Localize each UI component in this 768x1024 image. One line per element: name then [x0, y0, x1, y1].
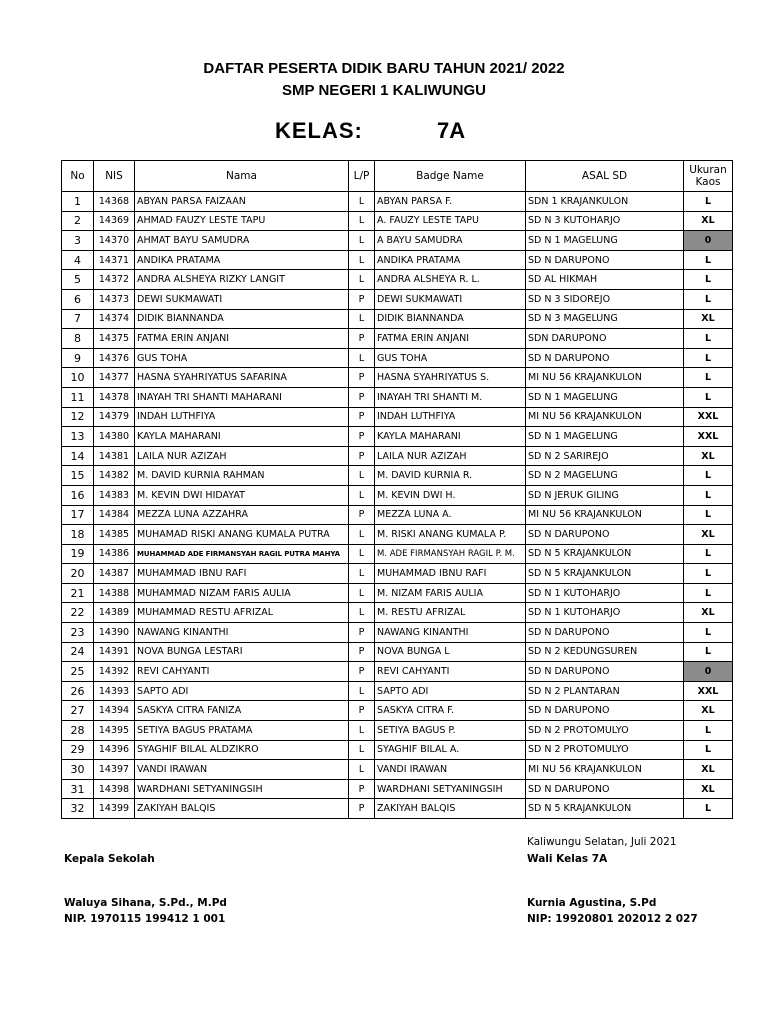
header-nis: NIS	[94, 161, 135, 192]
row-badge-name: FATMA ERIN ANJANI	[375, 329, 526, 349]
row-nis: 14397	[94, 760, 135, 780]
table-row	[62, 329, 733, 349]
row-badge-name: LAILA NUR AZIZAH	[375, 446, 526, 466]
row-nis: 14369	[94, 211, 135, 231]
row-badge-name: VANDI IRAWAN	[375, 760, 526, 780]
row-badge-name: NAWANG KINANTHI	[375, 623, 526, 643]
row-nama: VANDI IRAWAN	[135, 760, 349, 780]
table-row	[62, 211, 733, 231]
student-table	[61, 160, 733, 819]
row-nama: NOVA BUNGA LESTARI	[135, 642, 349, 662]
row-nis: 14376	[94, 348, 135, 368]
row-asal-sd: SD N 5 KRAJANKULON	[526, 544, 684, 564]
row-no: 13	[62, 427, 94, 447]
row-lp: P	[349, 799, 375, 819]
table-row	[62, 760, 733, 780]
table-row	[62, 642, 733, 662]
row-asal-sd: SD N DARUPONO	[526, 250, 684, 270]
row-lp: L	[349, 544, 375, 564]
row-nis: 14395	[94, 721, 135, 741]
row-ukuran-kaos: XXL	[684, 427, 733, 447]
row-ukuran-kaos: L	[684, 485, 733, 505]
row-ukuran-kaos: L	[684, 192, 733, 212]
class-label: KELAS:	[275, 118, 363, 143]
row-lp: L	[349, 250, 375, 270]
row-badge-name: ZAKIYAH BALQIS	[375, 799, 526, 819]
class-value: 7A	[437, 118, 466, 143]
row-asal-sd: SD AL HIKMAH	[526, 270, 684, 290]
row-lp: L	[349, 192, 375, 212]
row-nama: KAYLA MAHARANI	[135, 427, 349, 447]
table-row	[62, 348, 733, 368]
row-asal-sd: SD N 3 SIDOREJO	[526, 289, 684, 309]
row-no: 24	[62, 642, 94, 662]
row-nis: 14370	[94, 231, 135, 251]
table-row	[62, 270, 733, 290]
row-lp: L	[349, 583, 375, 603]
row-asal-sd: SD N 1 MAGELUNG	[526, 427, 684, 447]
row-lp: L	[349, 231, 375, 251]
row-no: 9	[62, 348, 94, 368]
row-nama: WARDHANI SETYANINGSIH	[135, 779, 349, 799]
row-lp: P	[349, 368, 375, 388]
row-no: 8	[62, 329, 94, 349]
row-lp: L	[349, 485, 375, 505]
row-nama: MUHAMAD RISKI ANANG KUMALA PUTRA	[135, 525, 349, 545]
row-nis: 14394	[94, 701, 135, 721]
row-nama: INDAH LUTHFIYA	[135, 407, 349, 427]
row-nis: 14374	[94, 309, 135, 329]
row-ukuran-kaos: L	[684, 505, 733, 525]
row-nis: 14387	[94, 564, 135, 584]
row-asal-sd: SDN 1 KRAJANKULON	[526, 192, 684, 212]
row-nama: HASNA SYAHRIYATUS SAFARINA	[135, 368, 349, 388]
row-ukuran-kaos: XL	[684, 525, 733, 545]
row-asal-sd: SD N 2 PLANTARAN	[526, 681, 684, 701]
row-ukuran-kaos: XL	[684, 760, 733, 780]
row-no: 6	[62, 289, 94, 309]
table-row	[62, 387, 733, 407]
row-ukuran-kaos: XXL	[684, 681, 733, 701]
row-ukuran-kaos: L	[684, 289, 733, 309]
row-ukuran-kaos: L	[684, 623, 733, 643]
row-asal-sd: MI NU 56 KRAJANKULON	[526, 407, 684, 427]
table-row	[62, 466, 733, 486]
row-nama: ZAKIYAH BALQIS	[135, 799, 349, 819]
table-row	[62, 721, 733, 741]
row-asal-sd: MI NU 56 KRAJANKULON	[526, 368, 684, 388]
row-asal-sd: MI NU 56 KRAJANKULON	[526, 505, 684, 525]
row-nis: 14378	[94, 387, 135, 407]
row-ukuran-kaos: 0	[684, 231, 733, 251]
table-row	[62, 544, 733, 564]
row-nis: 14380	[94, 427, 135, 447]
row-no: 28	[62, 721, 94, 741]
row-lp: L	[349, 466, 375, 486]
table-row	[62, 289, 733, 309]
row-lp: L	[349, 721, 375, 741]
row-lp: L	[349, 740, 375, 760]
table-row	[62, 740, 733, 760]
row-lp: P	[349, 387, 375, 407]
table-row	[62, 583, 733, 603]
row-badge-name: A BAYU SAMUDRA	[375, 231, 526, 251]
row-badge-name: DEWI SUKMAWATI	[375, 289, 526, 309]
table-row	[62, 368, 733, 388]
row-lp: P	[349, 623, 375, 643]
row-badge-name: M. ADE FIRMANSYAH RAGIL P. M.	[375, 544, 526, 564]
row-nis: 14382	[94, 466, 135, 486]
row-nis: 14391	[94, 642, 135, 662]
row-badge-name: REVI CAHYANTI	[375, 662, 526, 682]
row-asal-sd: SD N 2 PROTOMULYO	[526, 721, 684, 741]
row-badge-name: M. KEVIN DWI H.	[375, 485, 526, 505]
table-row	[62, 407, 733, 427]
row-no: 22	[62, 603, 94, 623]
row-ukuran-kaos: 0	[684, 662, 733, 682]
row-no: 18	[62, 525, 94, 545]
row-asal-sd: MI NU 56 KRAJANKULON	[526, 760, 684, 780]
table-row	[62, 681, 733, 701]
place-date: Kaliwungu Selatan, Juli 2021	[527, 836, 677, 848]
row-lp: L	[349, 564, 375, 584]
row-badge-name: WARDHANI SETYANINGSIH	[375, 779, 526, 799]
row-lp: P	[349, 642, 375, 662]
row-nama: MUHAMMAD IBNU RAFI	[135, 564, 349, 584]
row-nis: 14383	[94, 485, 135, 505]
row-no: 27	[62, 701, 94, 721]
row-no: 29	[62, 740, 94, 760]
row-lp: L	[349, 309, 375, 329]
row-ukuran-kaos: L	[684, 564, 733, 584]
row-nama: INAYAH TRI SHANTI MAHARANI	[135, 387, 349, 407]
row-badge-name: M. DAVID KURNIA R.	[375, 466, 526, 486]
row-badge-name: SETIYA BAGUS P.	[375, 721, 526, 741]
row-nis: 14375	[94, 329, 135, 349]
row-ukuran-kaos: L	[684, 740, 733, 760]
homeroom-role: Wali Kelas 7A	[527, 853, 608, 865]
row-asal-sd: SD N 3 KUTOHARJO	[526, 211, 684, 231]
row-lp: L	[349, 603, 375, 623]
row-badge-name: MEZZA LUNA A.	[375, 505, 526, 525]
row-nama: AHMAD FAUZY LESTE TAPU	[135, 211, 349, 231]
row-no: 12	[62, 407, 94, 427]
table-header-row	[62, 161, 733, 192]
table-row	[62, 525, 733, 545]
row-badge-name: SASKYA CITRA F.	[375, 701, 526, 721]
table-row	[62, 799, 733, 819]
row-ukuran-kaos: L	[684, 329, 733, 349]
row-ukuran-kaos: XL	[684, 603, 733, 623]
row-badge-name: INAYAH TRI SHANTI M.	[375, 387, 526, 407]
table-row	[62, 662, 733, 682]
row-ukuran-kaos: L	[684, 387, 733, 407]
row-no: 17	[62, 505, 94, 525]
row-nama: MEZZA LUNA AZZAHRA	[135, 505, 349, 525]
row-lp: P	[349, 289, 375, 309]
row-lp: L	[349, 681, 375, 701]
row-badge-name: NOVA BUNGA L	[375, 642, 526, 662]
row-nis: 14384	[94, 505, 135, 525]
row-asal-sd: SD N DARUPONO	[526, 525, 684, 545]
row-no: 1	[62, 192, 94, 212]
row-no: 19	[62, 544, 94, 564]
row-asal-sd: SD N 3 MAGELUNG	[526, 309, 684, 329]
row-no: 25	[62, 662, 94, 682]
row-lp: L	[349, 760, 375, 780]
table-row	[62, 427, 733, 447]
row-no: 10	[62, 368, 94, 388]
row-lp: P	[349, 779, 375, 799]
table-row	[62, 564, 733, 584]
row-ukuran-kaos: L	[684, 544, 733, 564]
row-no: 2	[62, 211, 94, 231]
row-badge-name: INDAH LUTHFIYA	[375, 407, 526, 427]
table-row	[62, 309, 733, 329]
row-no: 3	[62, 231, 94, 251]
row-asal-sd: SD N 1 MAGELUNG	[526, 387, 684, 407]
row-nama: MUHAMMAD ADE FIRMANSYAH RAGIL PUTRA MAHYA	[135, 544, 349, 564]
row-nama: ABYAN PARSA FAIZAAN	[135, 192, 349, 212]
headmaster-role: Kepala Sekolah	[64, 853, 155, 865]
row-nama: NAWANG KINANTHI	[135, 623, 349, 643]
headmaster-nip: NIP. 1970115 199412 1 001	[64, 913, 226, 925]
row-nis: 14389	[94, 603, 135, 623]
table-row	[62, 623, 733, 643]
row-no: 7	[62, 309, 94, 329]
row-ukuran-kaos: XL	[684, 211, 733, 231]
row-nama: ANDRA ALSHEYA RIZKY LANGIT	[135, 270, 349, 290]
row-lp: P	[349, 427, 375, 447]
row-nama: DEWI SUKMAWATI	[135, 289, 349, 309]
row-ukuran-kaos: L	[684, 250, 733, 270]
row-nis: 14399	[94, 799, 135, 819]
row-badge-name: GUS TOHA	[375, 348, 526, 368]
row-nama: MUHAMMAD NIZAM FARIS AULIA	[135, 583, 349, 603]
row-nama: LAILA NUR AZIZAH	[135, 446, 349, 466]
row-no: 23	[62, 623, 94, 643]
row-nis: 14398	[94, 779, 135, 799]
row-badge-name: ABYAN PARSA F.	[375, 192, 526, 212]
row-ukuran-kaos: L	[684, 642, 733, 662]
header-lp: L/P	[349, 161, 375, 192]
row-nama: M. DAVID KURNIA RAHMAN	[135, 466, 349, 486]
row-no: 4	[62, 250, 94, 270]
row-nama: SASKYA CITRA FANIZA	[135, 701, 349, 721]
row-asal-sd: SD N 2 SARIREJO	[526, 446, 684, 466]
row-nis: 14390	[94, 623, 135, 643]
row-nis: 14368	[94, 192, 135, 212]
row-no: 21	[62, 583, 94, 603]
row-nama: M. KEVIN DWI HIDAYAT	[135, 485, 349, 505]
table-row	[62, 485, 733, 505]
row-nis: 14386	[94, 544, 135, 564]
table-row	[62, 603, 733, 623]
table-row	[62, 505, 733, 525]
row-ukuran-kaos: L	[684, 466, 733, 486]
row-ukuran-kaos: XL	[684, 701, 733, 721]
row-asal-sd: SD N DARUPONO	[526, 662, 684, 682]
row-badge-name: ANDIKA PRATAMA	[375, 250, 526, 270]
row-no: 16	[62, 485, 94, 505]
table-row	[62, 231, 733, 251]
row-ukuran-kaos: L	[684, 583, 733, 603]
row-lp: P	[349, 505, 375, 525]
row-no: 5	[62, 270, 94, 290]
school-name: SMP NEGERI 1 KALIWUNGU	[282, 82, 486, 99]
row-asal-sd: SD N 2 MAGELUNG	[526, 466, 684, 486]
row-ukuran-kaos: XL	[684, 309, 733, 329]
row-nis: 14381	[94, 446, 135, 466]
row-badge-name: SYAGHIF BILAL A.	[375, 740, 526, 760]
row-nama: FATMA ERIN ANJANI	[135, 329, 349, 349]
row-no: 30	[62, 760, 94, 780]
row-no: 11	[62, 387, 94, 407]
row-nis: 14377	[94, 368, 135, 388]
row-nis: 14371	[94, 250, 135, 270]
row-nama: AHMAT BAYU SAMUDRA	[135, 231, 349, 251]
row-badge-name: DIDIK BIANNANDA	[375, 309, 526, 329]
row-asal-sd: SD N DARUPONO	[526, 348, 684, 368]
row-nama: SAPTO ADI	[135, 681, 349, 701]
row-badge-name: M. NIZAM FARIS AULIA	[375, 583, 526, 603]
row-lp: P	[349, 701, 375, 721]
table-row	[62, 446, 733, 466]
row-asal-sd: SD N 1 KUTOHARJO	[526, 603, 684, 623]
row-ukuran-kaos: L	[684, 799, 733, 819]
table-row	[62, 250, 733, 270]
row-nama: DIDIK BIANNANDA	[135, 309, 349, 329]
row-ukuran-kaos: XL	[684, 779, 733, 799]
row-no: 15	[62, 466, 94, 486]
row-lp: P	[349, 662, 375, 682]
row-asal-sd: SDN DARUPONO	[526, 329, 684, 349]
row-badge-name: HASNA SYAHRIYATUS S.	[375, 368, 526, 388]
row-badge-name: ANDRA ALSHEYA R. L.	[375, 270, 526, 290]
row-nama: GUS TOHA	[135, 348, 349, 368]
row-lp: P	[349, 407, 375, 427]
row-nis: 14385	[94, 525, 135, 545]
row-nis: 14393	[94, 681, 135, 701]
header-nama: Nama	[135, 161, 349, 192]
headmaster-name: Waluya Sihana, S.Pd., M.Pd	[64, 897, 227, 909]
table-row	[62, 701, 733, 721]
document-title: DAFTAR PESERTA DIDIK BARU TAHUN 2021/ 2022	[203, 60, 565, 77]
row-asal-sd: SD N DARUPONO	[526, 623, 684, 643]
row-asal-sd: SD N 2 PROTOMULYO	[526, 740, 684, 760]
table-row	[62, 192, 733, 212]
row-badge-name: A. FAUZY LESTE TAPU	[375, 211, 526, 231]
row-ukuran-kaos: L	[684, 368, 733, 388]
header-asal-sd: ASAL SD	[526, 161, 684, 192]
row-lp: L	[349, 348, 375, 368]
row-asal-sd: SD N DARUPONO	[526, 701, 684, 721]
row-asal-sd: SD N DARUPONO	[526, 779, 684, 799]
homeroom-name: Kurnia Agustina, S.Pd	[527, 897, 657, 909]
row-ukuran-kaos: XXL	[684, 407, 733, 427]
row-nis: 14372	[94, 270, 135, 290]
row-asal-sd: SD N 5 KRAJANKULON	[526, 799, 684, 819]
row-asal-sd: SD N 1 KUTOHARJO	[526, 583, 684, 603]
row-nama: SETIYA BAGUS PRATAMA	[135, 721, 349, 741]
header-ukuran-kaos: Ukuran Kaos	[684, 161, 733, 192]
header-badge-name: Badge Name	[375, 161, 526, 192]
row-badge-name: M. RISKI ANANG KUMALA P.	[375, 525, 526, 545]
row-ukuran-kaos: L	[684, 348, 733, 368]
row-nama: REVI CAHYANTI	[135, 662, 349, 682]
row-lp: L	[349, 211, 375, 231]
row-badge-name: KAYLA MAHARANI	[375, 427, 526, 447]
row-no: 26	[62, 681, 94, 701]
row-lp: P	[349, 329, 375, 349]
row-nis: 14396	[94, 740, 135, 760]
row-badge-name: SAPTO ADI	[375, 681, 526, 701]
row-asal-sd: SD N 2 KEDUNGSUREN	[526, 642, 684, 662]
row-lp: L	[349, 525, 375, 545]
row-ukuran-kaos: XL	[684, 446, 733, 466]
table-row	[62, 779, 733, 799]
row-nis: 14379	[94, 407, 135, 427]
row-asal-sd: SD N 1 MAGELUNG	[526, 231, 684, 251]
row-no: 32	[62, 799, 94, 819]
row-asal-sd: SD N JERUK GILING	[526, 485, 684, 505]
row-nama: ANDIKA PRATAMA	[135, 250, 349, 270]
row-lp: L	[349, 270, 375, 290]
row-asal-sd: SD N 5 KRAJANKULON	[526, 564, 684, 584]
row-nis: 14373	[94, 289, 135, 309]
row-lp: P	[349, 446, 375, 466]
row-badge-name: MUHAMMAD IBNU RAFI	[375, 564, 526, 584]
row-nama: SYAGHIF BILAL ALDZIKRO	[135, 740, 349, 760]
row-no: 20	[62, 564, 94, 584]
row-nis: 14392	[94, 662, 135, 682]
row-nama: MUHAMMAD RESTU AFRIZAL	[135, 603, 349, 623]
row-ukuran-kaos: L	[684, 270, 733, 290]
header-no: No	[62, 161, 94, 192]
row-badge-name: M. RESTU AFRIZAL	[375, 603, 526, 623]
row-no: 31	[62, 779, 94, 799]
row-ukuran-kaos: L	[684, 721, 733, 741]
homeroom-nip: NIP: 19920801 202012 2 027	[527, 913, 698, 925]
row-no: 14	[62, 446, 94, 466]
row-nis: 14388	[94, 583, 135, 603]
